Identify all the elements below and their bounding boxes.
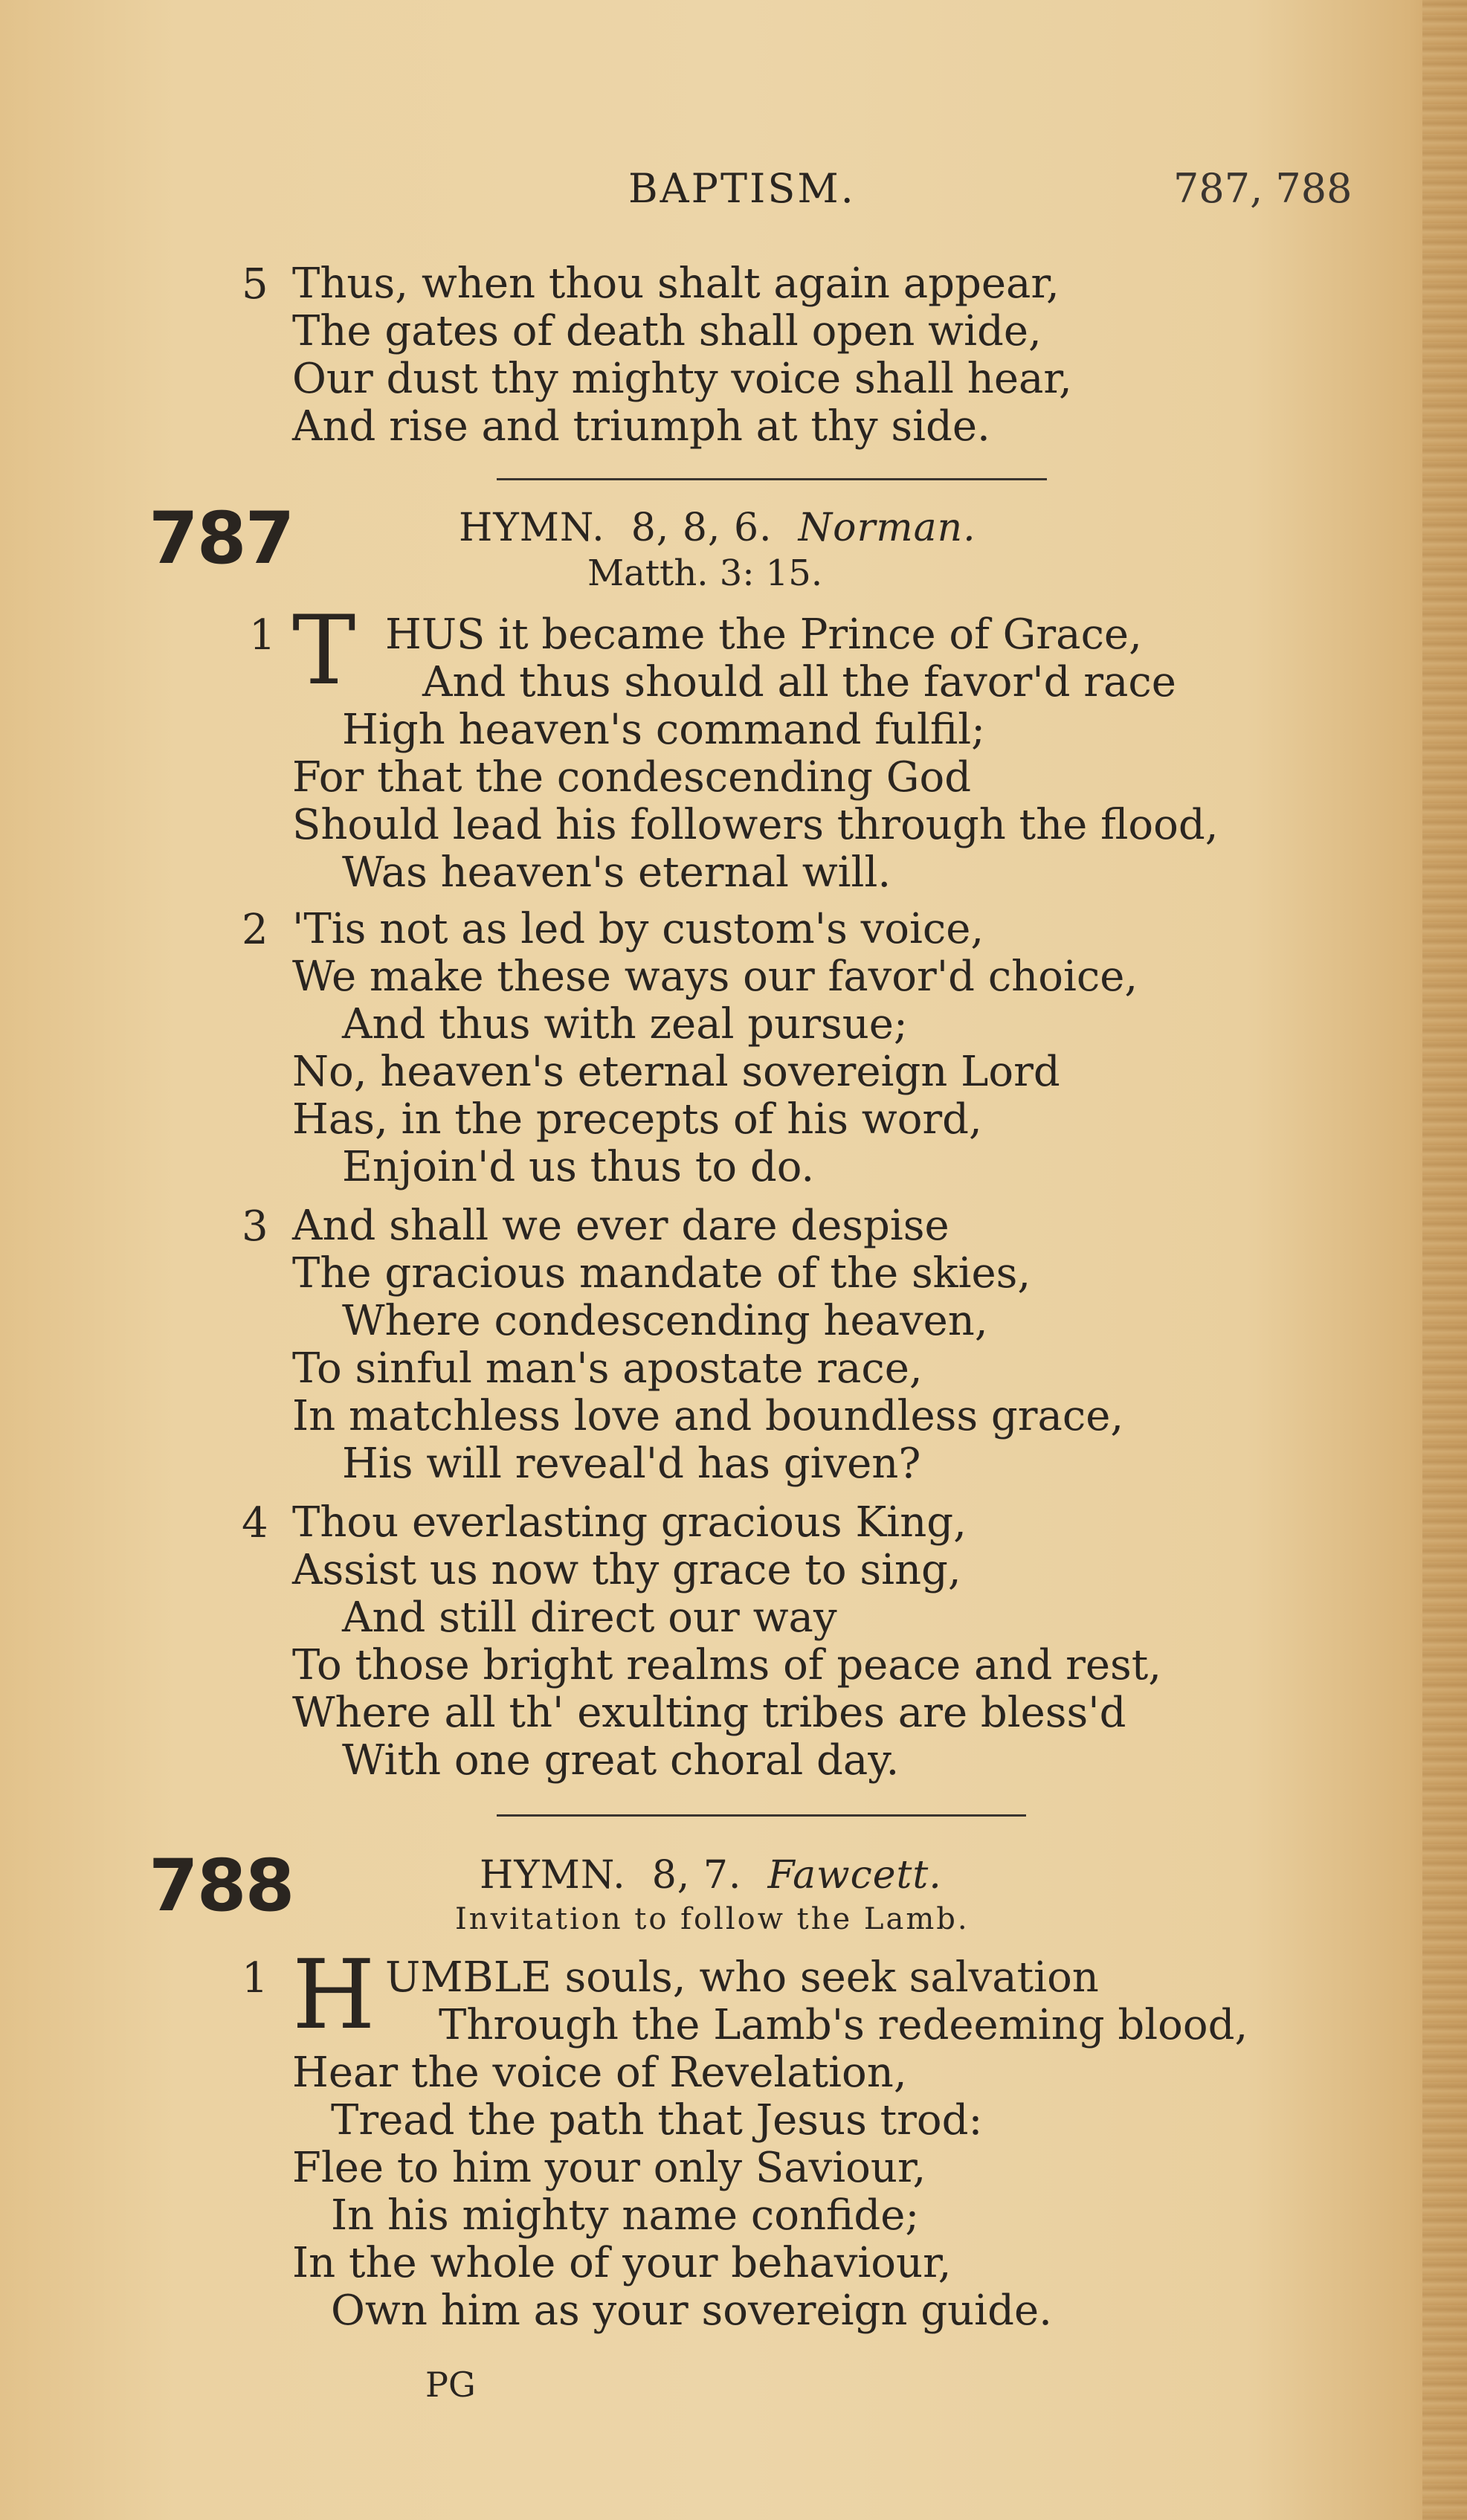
verse-line: Where all th' exulting tribes are bless'd [292,1689,1126,1737]
hymn-heading [459,506,976,550]
verse-line: Our dust thy mighty voice shall hear, [292,355,1072,403]
hymn-tune: Fawcett. [767,1853,942,1898]
verse-line: And thus should all the favor'd race [422,658,1176,706]
verse-line: To those bright realms of peace and rest, [292,1641,1162,1689]
verse-line: High heaven's command fulfil; [342,706,986,754]
verse-number: 4 [242,1499,268,1547]
verse-line: Through the Lamb's redeeming blood, [439,2001,1248,2049]
verse-number: 3 [242,1202,268,1251]
hymn-label: HYMN. [480,1853,626,1898]
verse-line: No, heaven's eternal sovereign Lord [292,1048,1060,1096]
verse-number: 1 [249,611,276,660]
verse-line: Has, in the precepts of his word, [292,1095,982,1144]
verse-line: And shall we ever dare despise [292,1202,949,1250]
verse-line: And still direct our way [342,1593,837,1642]
verse-line: Should lead his followers through the flood, [292,801,1219,849]
printer-signature: PG [425,2365,476,2405]
running-head-title: BAPTISM. [628,165,856,212]
verse-line: Tread the path that Jesus trod: [331,2096,983,2144]
verse-line: HUS it became the Prince of Grace, [385,610,1142,659]
drop-cap: T [292,596,356,706]
verse-line: With one great choral day. [342,1736,900,1785]
verse-number: 1 [242,1954,268,2002]
verse-line: Own him as your sovereign guide. [331,2287,1052,2335]
verse-line: Thus, when thou shalt again appear, [292,260,1060,308]
verse-line: Where condescending heaven, [342,1297,988,1345]
verse-line: For that the condescending God [292,753,972,802]
running-head-page-numbers: 787, 788 [1173,165,1352,212]
verse-line: To sinful man's apostate race, [292,1344,923,1393]
verse-line: In the whole of your behaviour, [292,2239,952,2287]
verse-line: Assist us now thy grace to sing, [292,1546,961,1594]
verse-line: Thou everlasting gracious King, [292,1498,967,1547]
verse-line: His will reveal'd has given? [342,1440,921,1488]
verse-line: 'Tis not as led by custom's voice, [292,905,984,953]
hymn-label: HYMN. [459,506,605,550]
verse-line: Flee to him your only Saviour, [292,2144,926,2192]
verse-line: Hear the voice of Revelation, [292,2049,907,2097]
verse-number: 2 [242,906,268,954]
drop-cap: H [292,1940,375,2051]
verse-number: 5 [242,260,268,309]
hymn-scripture: Matth. 3: 15. [587,552,823,594]
verse-line: In his mighty name confide; [331,2191,920,2240]
hymn-number: 787 [149,497,294,580]
verse-line: Was heaven's eternal will. [342,848,892,897]
section-divider [497,478,1047,480]
hymn-meter: 8, 8, 6. [631,506,773,550]
page-edge [1422,0,1467,2520]
hymn-scripture: Invitation to follow the Lamb. [455,1902,970,1936]
hymn-meter: 8, 7. [651,1853,742,1898]
verse-line: Enjoin'd us thus to do. [342,1143,815,1191]
section-divider [497,1814,1026,1817]
verse-line: And rise and triumph at thy side. [292,402,990,451]
hymn-tune: Norman. [798,506,976,550]
verse-line: The gracious mandate of the skies, [292,1249,1031,1298]
verse-line: UMBLE souls, who seek salvation [385,1953,1099,2002]
hymn-heading [480,1853,942,1898]
verse-line: And thus with zeal pursue; [342,1000,908,1048]
verse-line: In matchless love and boundless grace, [292,1392,1124,1440]
verse-line: The gates of death shall open wide, [292,307,1042,355]
verse-line: We make these ways our favor'd choice, [292,953,1138,1001]
hymn-number: 788 [149,1844,294,1927]
